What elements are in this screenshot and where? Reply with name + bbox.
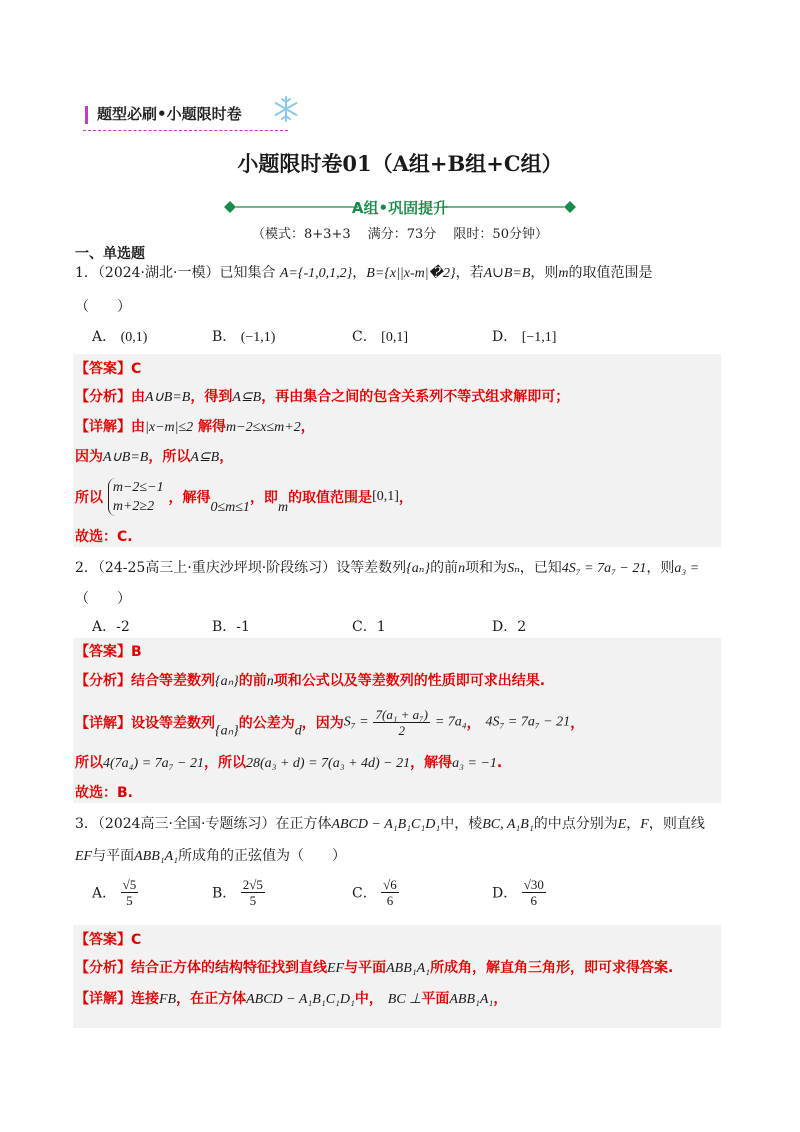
q2-text: ，则 bbox=[646, 560, 675, 576]
q3-analysis: 【分析】结合正方体的结构特征找到直线EF与平面ABB₁A₁所成角，解直角三角形，即可求得答案. bbox=[75, 960, 674, 976]
q1-detail: 【详解】由|x−m|≤2 解得m−2≤x≤m+2， bbox=[75, 419, 315, 435]
q3-cube: ABCD − A₁B₁C₁D₁ bbox=[331, 817, 441, 832]
q3-detail: 【详解】连接FB，在正方体ABCD − A₁B₁C₁D₁中， BC ⊥平面ABB₁A₁， bbox=[75, 991, 508, 1007]
q3-stem bbox=[75, 813, 705, 833]
q1-so: 所以 m−2≤−1 m+2≥2 ，解得0≤m≤1，即m的取值范围是[0,1]， bbox=[75, 480, 413, 515]
q1-option-b[interactable]: B． (−1,1) bbox=[212, 329, 276, 345]
q1-source: （2024·湖北·一模） bbox=[97, 265, 220, 281]
snowflake-icon bbox=[272, 95, 300, 127]
q1-stem bbox=[75, 262, 653, 282]
exam-meta: （模式：8+3+3 满分：73分 限时：50分钟） bbox=[252, 227, 548, 242]
q1-analysis: 【分析】由A∪B=B，得到A⊆B，再由集合之间的包含关系列不等式组求解即可； bbox=[75, 389, 570, 405]
q1-paren: （ ） bbox=[75, 299, 131, 315]
q2-option-a[interactable]: A．-2 bbox=[92, 619, 130, 635]
q2-option-b[interactable]: B．-1 bbox=[212, 619, 250, 635]
q2-equation: 4S₇ = 7a₇ − 21 bbox=[561, 561, 647, 576]
q1-option-d[interactable]: D． [−1,1] bbox=[492, 329, 557, 345]
group-banner-text: A组•巩固提升 bbox=[351, 199, 449, 217]
q2-choose: 故选：B. bbox=[75, 785, 133, 801]
q3-answer: 【答案】C bbox=[75, 932, 142, 948]
q2-source: （24-25高三上·重庆沙坪坝·阶段练习） bbox=[97, 560, 337, 576]
q2-so: 所以4(7a₄) = 7a₇ − 21，所以28(a₃ + d) = 7(a₃ + 4d) − 21，解得a₃ = −1. bbox=[75, 755, 503, 771]
header-tag bbox=[75, 98, 290, 134]
q2-text: 设等差数列 bbox=[336, 560, 407, 576]
q1-option-a[interactable]: A． (0,1) bbox=[92, 329, 148, 345]
q3-text: 的中点分别为 bbox=[533, 816, 618, 832]
q1-set-a: A={-1,0,1,2} bbox=[279, 266, 353, 281]
q1-text: ，则 bbox=[530, 265, 559, 281]
q3-option-d[interactable]: D． $\frac{√30}{6}$ bbox=[492, 877, 544, 908]
q2-analysis: 【分析】结合等差数列{aₙ}的前n项和公式以及等差数列的性质即可求出结果. bbox=[75, 673, 546, 689]
q1-choose: 故选：C. bbox=[75, 529, 133, 545]
q3-text: 在正方体 bbox=[275, 816, 332, 832]
q1-text: 的取值范围是 bbox=[568, 265, 653, 281]
q2-answer: 【答案】B bbox=[75, 644, 142, 660]
q3-option-a[interactable]: A． $\frac{√5}{5}$ bbox=[92, 877, 137, 908]
header-tag-text: 题型必刷•小题限时卷 bbox=[97, 105, 242, 123]
q1-sep: ， bbox=[352, 265, 367, 281]
q3-line: EF bbox=[75, 849, 93, 864]
q2-text: ，已知 bbox=[519, 560, 562, 576]
q3-text: 所成角的正弦值为（ ） bbox=[178, 848, 347, 864]
q1-option-c[interactable]: C． [0,1] bbox=[352, 329, 408, 345]
q3-text: ，则直线 bbox=[648, 816, 705, 832]
q3-edges: BC, A₁B₁ bbox=[482, 817, 534, 832]
q3-number: 3． bbox=[75, 816, 98, 832]
q3-plane: ABB₁A₁ bbox=[134, 849, 179, 864]
q2-number: 2． bbox=[75, 560, 98, 576]
q3-text: 中，棱 bbox=[440, 816, 483, 832]
section-heading: 一、单选题 bbox=[75, 246, 145, 262]
q2-seq: {aₙ} bbox=[406, 561, 431, 576]
q2-a3: a₃ = bbox=[674, 561, 700, 576]
q3-source: （2024高三·全国·专题练习） bbox=[97, 816, 276, 832]
q3-text: 与平面 bbox=[92, 848, 135, 864]
q3-option-b[interactable]: B． $\frac{2√5}{5}$ bbox=[212, 877, 263, 908]
q1-number: 1． bbox=[75, 265, 98, 281]
q1-text: 已知集合 bbox=[219, 265, 276, 281]
q1-text: ，若 bbox=[455, 265, 484, 281]
q2-option-c[interactable]: C．1 bbox=[352, 619, 386, 635]
q2-detail: 【详解】设设等差数列{aₙ}的公差为d，因为S₇ = $\frac{\text{7(a₁ + a₇)}}{2}$ = 7a₄， 4S₇ = 7a₇ − 21， bbox=[75, 707, 585, 739]
q3-f: F bbox=[640, 817, 649, 832]
q1-inequality-system: m−2≤−1 m+2≥2 bbox=[108, 478, 164, 516]
q3-option-c[interactable]: C． $\frac{√6}{6}$ bbox=[352, 877, 397, 908]
q2-sum-fraction: $\frac{\text{7(a₁ + a₇)}}{2}$ bbox=[375, 707, 428, 738]
q2-option-d[interactable]: D．2 bbox=[492, 619, 527, 635]
q2-stem bbox=[75, 557, 699, 577]
q2-text: 的前 bbox=[430, 560, 459, 576]
q3-stem-line2 bbox=[75, 845, 346, 865]
q1-var: m bbox=[558, 266, 569, 281]
q2-n: n bbox=[458, 561, 466, 576]
q1-because: 因为A∪B=B，所以A⊆B， bbox=[75, 449, 234, 465]
q1-condition: A∪B=B bbox=[483, 266, 531, 281]
q1-set-b: B={x||x-m|�2} bbox=[366, 266, 456, 281]
group-banner bbox=[218, 195, 582, 219]
q3-sep: ， bbox=[626, 816, 641, 832]
q3-e: E bbox=[617, 817, 627, 832]
q2-sn: Sₙ bbox=[507, 561, 520, 576]
q1-answer: 【答案】C bbox=[75, 361, 142, 377]
page-title: 小题限时卷01（A组+B组+C组） bbox=[237, 151, 563, 176]
q2-text: 项和为 bbox=[465, 560, 508, 576]
q2-paren: （ ） bbox=[75, 591, 131, 607]
